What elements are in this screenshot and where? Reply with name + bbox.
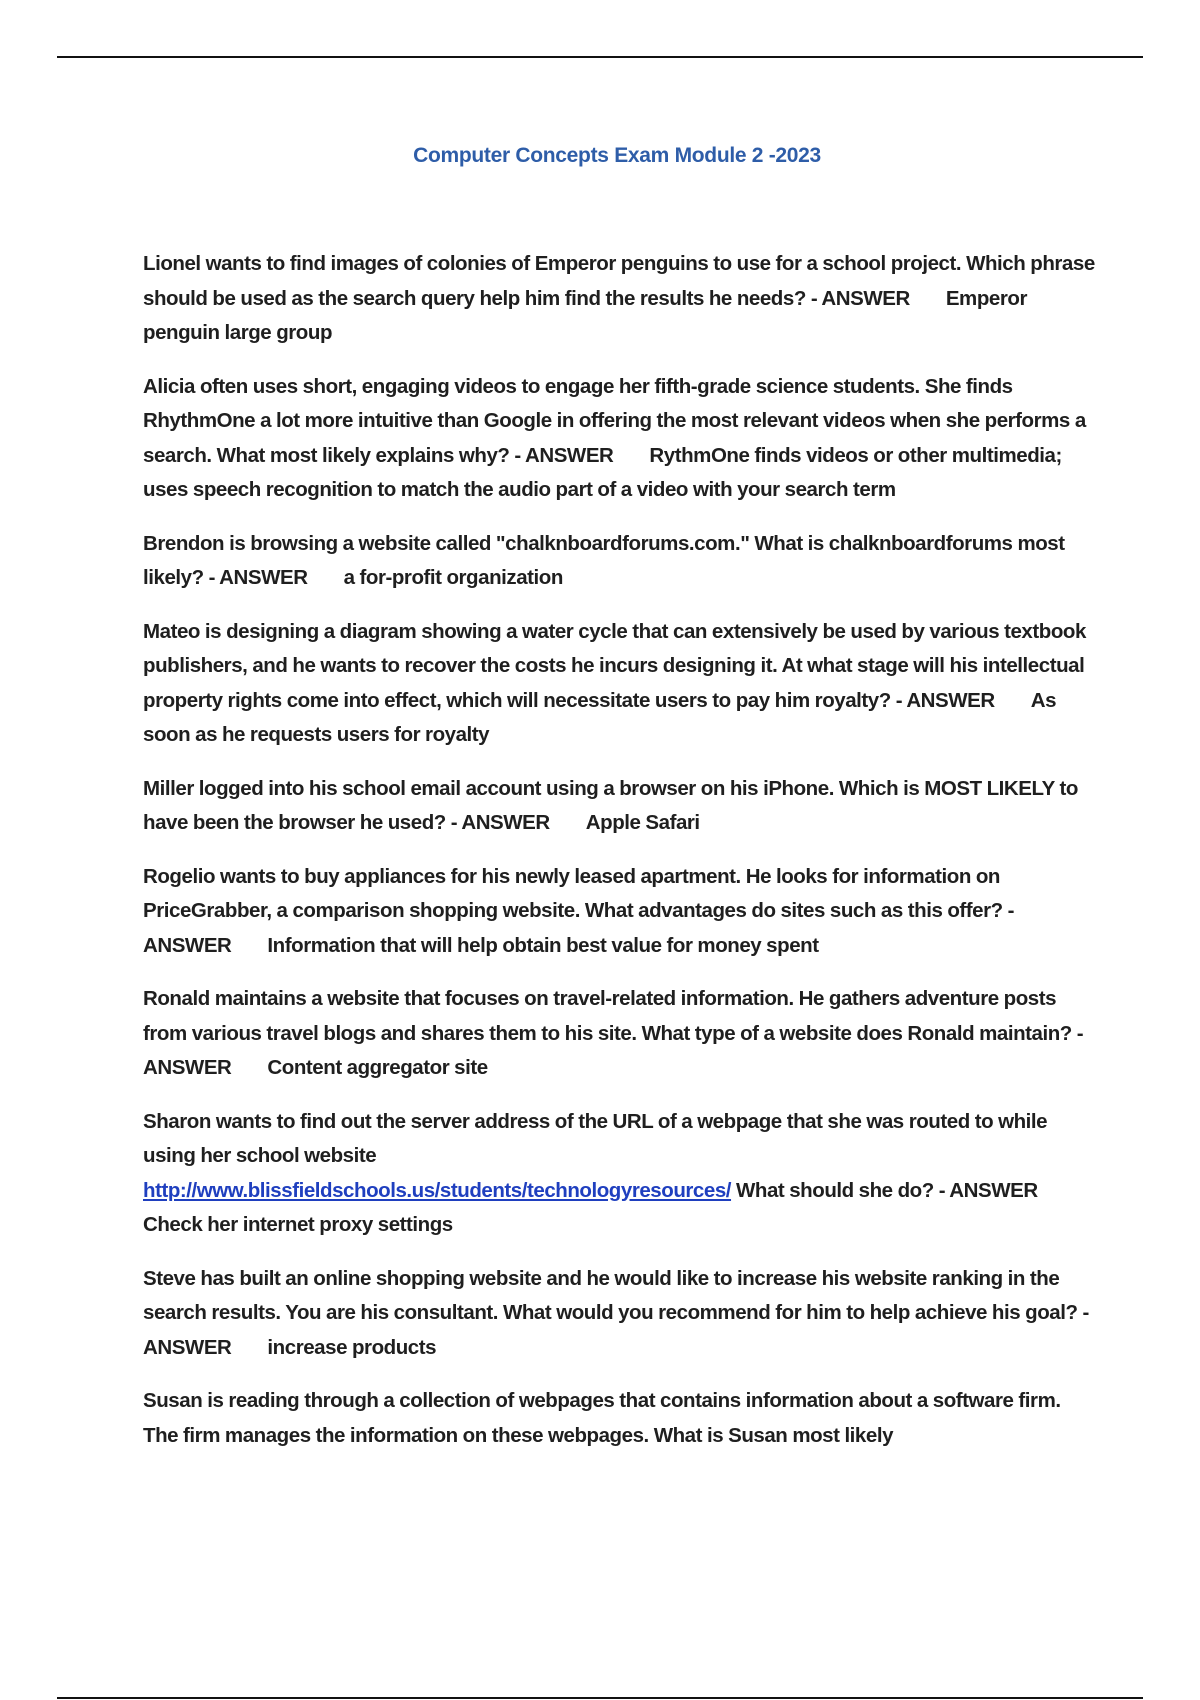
answer-text: As soon as he requests users for royalty <box>143 688 1057 746</box>
answer-text: a for-profit organization <box>343 566 563 589</box>
answer-text: Apple Safari <box>585 811 700 834</box>
qa-item-8 <box>143 1105 1095 1243</box>
question-text: Steve has built an online shopping website and he would like to increase his website ranking in the search results. You are his consultant. What would you recommend for him to help achieve his goal? - ANSWER <box>143 1266 1089 1359</box>
question-text: Miller logged into his school email account using a browser on his iPhone. Which is MOST LIKELY to have been the browser he used? - ANSWER <box>143 776 1078 834</box>
qa-item-10 <box>143 1384 1095 1453</box>
qa-item-2 <box>143 370 1095 508</box>
qa-item-3 <box>143 527 1095 596</box>
school-website-link[interactable]: http://www.blissfieldschools.us/students/technologyresources/ <box>143 1178 732 1202</box>
qa-item-4 <box>143 615 1095 753</box>
qa-item-6 <box>143 860 1095 964</box>
question-text: Mateo is designing a diagram showing a water cycle that can extensively be used by various textbook publishers, and he wants to recover the costs he incurs designing it. At what stage will his intellectual property rights come into effect, which will necessitate users to pay him royalty? - ANSWER <box>143 619 1086 712</box>
document-body <box>143 247 1095 1472</box>
qa-item-9 <box>143 1262 1095 1366</box>
question-text: Alicia often uses short, engaging videos to engage her fifth-grade science students. She finds RhythmOne a lot more intuitive than Google in offering the most relevant videos when she performs a search. What most likely explains why? - ANSWER <box>143 374 1086 467</box>
question-text: Sharon wants to find out the server address of the URL of a webpage that she was routed to while using her school website <box>143 1109 1048 1167</box>
qa-item-1 <box>143 247 1095 351</box>
answer-text: RythmOne finds videos or other multimedia; uses speech recognition to match the audio part of a video with your search term <box>143 443 1062 501</box>
question-text: Ronald maintains a website that focuses on travel-related information. He gathers adventure posts from various travel blogs and shares them to his site. What type of a website does Ronald maintain? - ANSWER <box>143 987 1084 1079</box>
answer-text: Content aggregator site <box>267 1056 488 1079</box>
answer-text: Information that will help obtain best value for money spent <box>267 933 819 957</box>
question-text: Susan is reading through a collection of webpages that contains information about a software firm. The firm manages the information on these webpages. What is Susan most likely <box>143 1389 1061 1447</box>
document-title: Computer Concepts Exam Module 2 -2023 <box>413 144 821 167</box>
header-rule <box>57 56 1143 58</box>
answer-text: Emperor penguin large group <box>143 286 1027 344</box>
footer-rule <box>57 1697 1143 1699</box>
question-text: Lionel wants to find images of colonies of Emperor penguins to use for a school project. Which phrase should be used as the search query help him find the results he needs? - ANSWER <box>143 252 1095 310</box>
qa-item-5 <box>143 772 1095 841</box>
question-text: Rogelio wants to buy appliances for his newly leased apartment. He looks for information on PriceGrabber, a comparison shopping website. What advantages do sites such as this offer? - ANSWER <box>143 864 1015 957</box>
answer-text: Check her internet proxy settings <box>143 1213 453 1236</box>
question-text: Brendon is browsing a website called "chalknboardforums.com." What is chalknboardforums most likely? - ANSWER <box>143 531 1065 589</box>
answer-text: increase products <box>267 1335 437 1359</box>
question-text-continued: What should she do? - ANSWER <box>735 1178 1038 1202</box>
qa-item-7 <box>143 982 1095 1086</box>
